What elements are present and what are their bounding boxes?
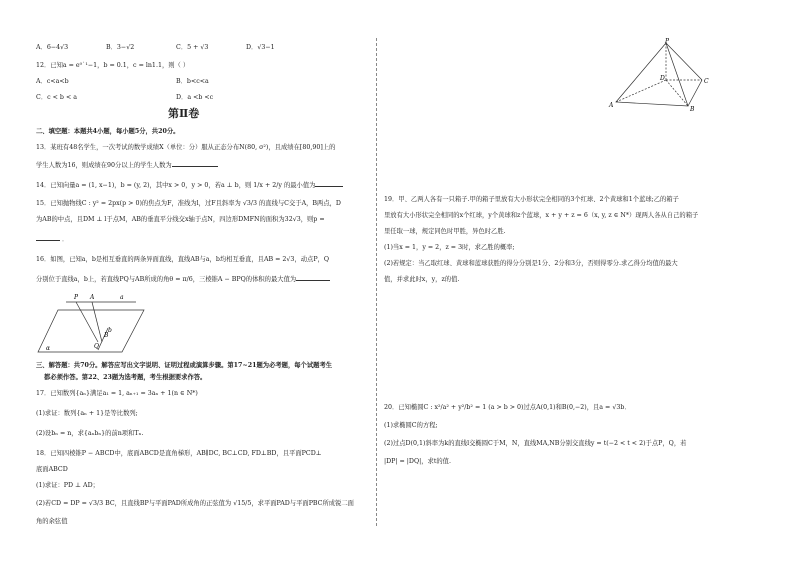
- q20-stem: 20．已知椭圆C : x²/a² + y²/b² = 1 (a > b > 0)过点A(0,1)和B(0,−2)，且a = √3b．: [384, 404, 631, 411]
- label-B: B: [104, 332, 109, 339]
- q11-option-d: D．√3−1: [246, 44, 275, 51]
- pyramid-figure: [608, 38, 712, 112]
- q16-line1: 16．如图，已知a，b是相互垂直的两条异面直线，直线AB与a，b均相互垂直，且AB = 2√3，动点P，Q: [36, 256, 330, 263]
- q14-text: 14．已知向量a = (1, x−1)，b = (y, 2)，其中x > 0，y > 0，若a ⊥ b，则 1/x + 2/y 的最小值为: [36, 182, 316, 189]
- q18-line2: 底面ABCD: [36, 466, 68, 473]
- plane-alpha: [38, 310, 144, 352]
- q13-line1: 13．某班有48名学生，一次考试的数学成绩X（单位：分）服从正态分布N(80, σ²)，且成绩在[80,90]上的: [36, 144, 336, 151]
- label-P: P: [74, 294, 79, 301]
- q19-line2: 里放有大小形状完全相同的x个红球，y个黄球和z个蓝球，x + y + z = 6（x, y, z ∈ N*）现两人各从自己的箱子: [384, 212, 699, 219]
- label-C: C: [704, 78, 709, 85]
- q11-option-a: A．6−4√3: [36, 44, 69, 51]
- answer-blank: [36, 234, 60, 241]
- label-alpha: α: [46, 345, 51, 352]
- q14: [36, 180, 343, 190]
- label-D: D: [660, 75, 665, 82]
- fill-in-header: 二、填空题：本题共4小题，每小题5分，共20分。: [36, 128, 180, 135]
- q18-line5: 角的余弦值: [36, 518, 68, 525]
- q19-part2: (2)若规定：当乙取红球、黄球和蓝球获胜的得分分别是1分、2分和3分，否则得零分.求乙得分均值的最大: [384, 260, 678, 267]
- label-a: a: [120, 294, 124, 301]
- q12-option-c: C．c < b < a: [36, 94, 77, 101]
- q19-part1: (1)当x = 1，y = 2，z = 3时，求乙胜的概率;: [384, 244, 515, 251]
- q20-part2: (2)过点D(0,1)斜率为k的直线l交椭圆C于M，N，直线MA,NB分别交直线y = t(−2 < t < 2)于点P，Q，若: [384, 440, 687, 447]
- q12-stem: 12．已知a = e⁰˙¹−1，b = 0.1，c = ln1.1，则（ ）: [36, 62, 190, 69]
- q16-line2-text: 分别位于直线a，b上，若直线PQ与AB所成的角θ = π/6，三棱锥A − BPQ的体积的最大值为: [36, 276, 297, 283]
- q13-line2-text: 学生人数为16，则成绩在90分以上的学生人数为: [36, 162, 172, 169]
- q19-line6: 值，并求此时x，y，z的值.: [384, 276, 460, 283]
- segment-pq: [76, 302, 98, 342]
- q18-part2: (2)若CD = DP = √3/3 BC，且直线BP与平面PAD所成角的正弦值为 √15/5，求平面PAD与平面PBC所成锐二面: [36, 500, 354, 507]
- q17-part1: (1)求证：数列{aₙ + 1}是等比数列;: [36, 410, 138, 417]
- q18-line1: 18．已知四棱锥P − ABCD中，底面ABCD是直角梯形，AB∥DC, BC⊥CD, FD⊥BD，且平面PCD⊥: [36, 450, 322, 457]
- q13-line2: [36, 160, 218, 170]
- segment-ab: [92, 302, 102, 342]
- q20-part1: (1)求椭圆C的方程;: [384, 422, 438, 429]
- face-pab: [616, 43, 688, 106]
- answer-blank: [296, 274, 330, 281]
- q12-option-b: B．b<c<a: [176, 78, 209, 85]
- label-A: A: [609, 102, 614, 109]
- q18-part1: (1)求证：PD ⊥ AD；: [36, 482, 99, 489]
- edge-pc: [666, 43, 702, 80]
- answer-blank: [315, 180, 343, 187]
- q11-option-c: C．5 + √3: [176, 44, 209, 51]
- solve-header-line1: 三、解答题：共70分。解答应写出文字说明、证明过程或演算步骤。第17~21题为必考题，每个试题考生: [36, 362, 333, 369]
- q17-stem: 17．已知数列{aₙ}满足a₁ = 1, aₙ₊₁ = 3aₙ + 1(n ∈ N*): [36, 390, 198, 397]
- q15-line3: [36, 234, 68, 244]
- answer-blank: [172, 160, 218, 167]
- q19-line1: 19．甲、乙两人各有一只箱子.甲的箱子里放有大小形状完全相同的3个红球、2个黄球和1个蓝球;乙的箱子: [384, 196, 679, 203]
- label-B: B: [690, 106, 695, 112]
- label-A: A: [90, 294, 95, 301]
- label-Q: Q: [94, 343, 99, 350]
- column-divider: [376, 38, 377, 526]
- q12-option-d: D．a <b <c: [176, 94, 214, 101]
- q12-option-a: A．c<a<b: [36, 78, 69, 85]
- label-P: P: [665, 38, 670, 45]
- edge-db: [666, 80, 688, 106]
- q20-line4: |DP| = |DQ|，求t的值.: [384, 458, 451, 465]
- q16-figure: [36, 290, 146, 356]
- q19-line3: 里任取一球，规定同色时甲胜，异色时乙胜.: [384, 228, 506, 235]
- solve-header-line2: 都必须作答。第22、23题为选考题，考生根据要求作答。: [44, 374, 207, 381]
- q15-line2: 为AB的中点，且DM ⊥ l于点M，AB的垂直平分线交x轴于点N，四边形DMFN的面积为32√3，则p =: [36, 216, 325, 223]
- edge-ad: [616, 80, 666, 102]
- section-title: 第Ⅱ卷: [168, 107, 200, 120]
- edge-bc: [688, 80, 702, 106]
- q15-line1: 15．已知抛物线C : y² = 2px(p > 0)的焦点为F，准线为l，过F且斜率为 √3/3 的直线与C交于A，B两点，D: [36, 200, 341, 207]
- q15-line3-text: ．: [60, 236, 69, 243]
- q16-line2: [36, 274, 330, 284]
- q17-part2: (2)设bₙ = n，求{aₙbₙ}的前n项和Tₙ.: [36, 430, 144, 437]
- label-b: b: [108, 327, 112, 334]
- q11-option-b: B．3−√2: [106, 44, 135, 51]
